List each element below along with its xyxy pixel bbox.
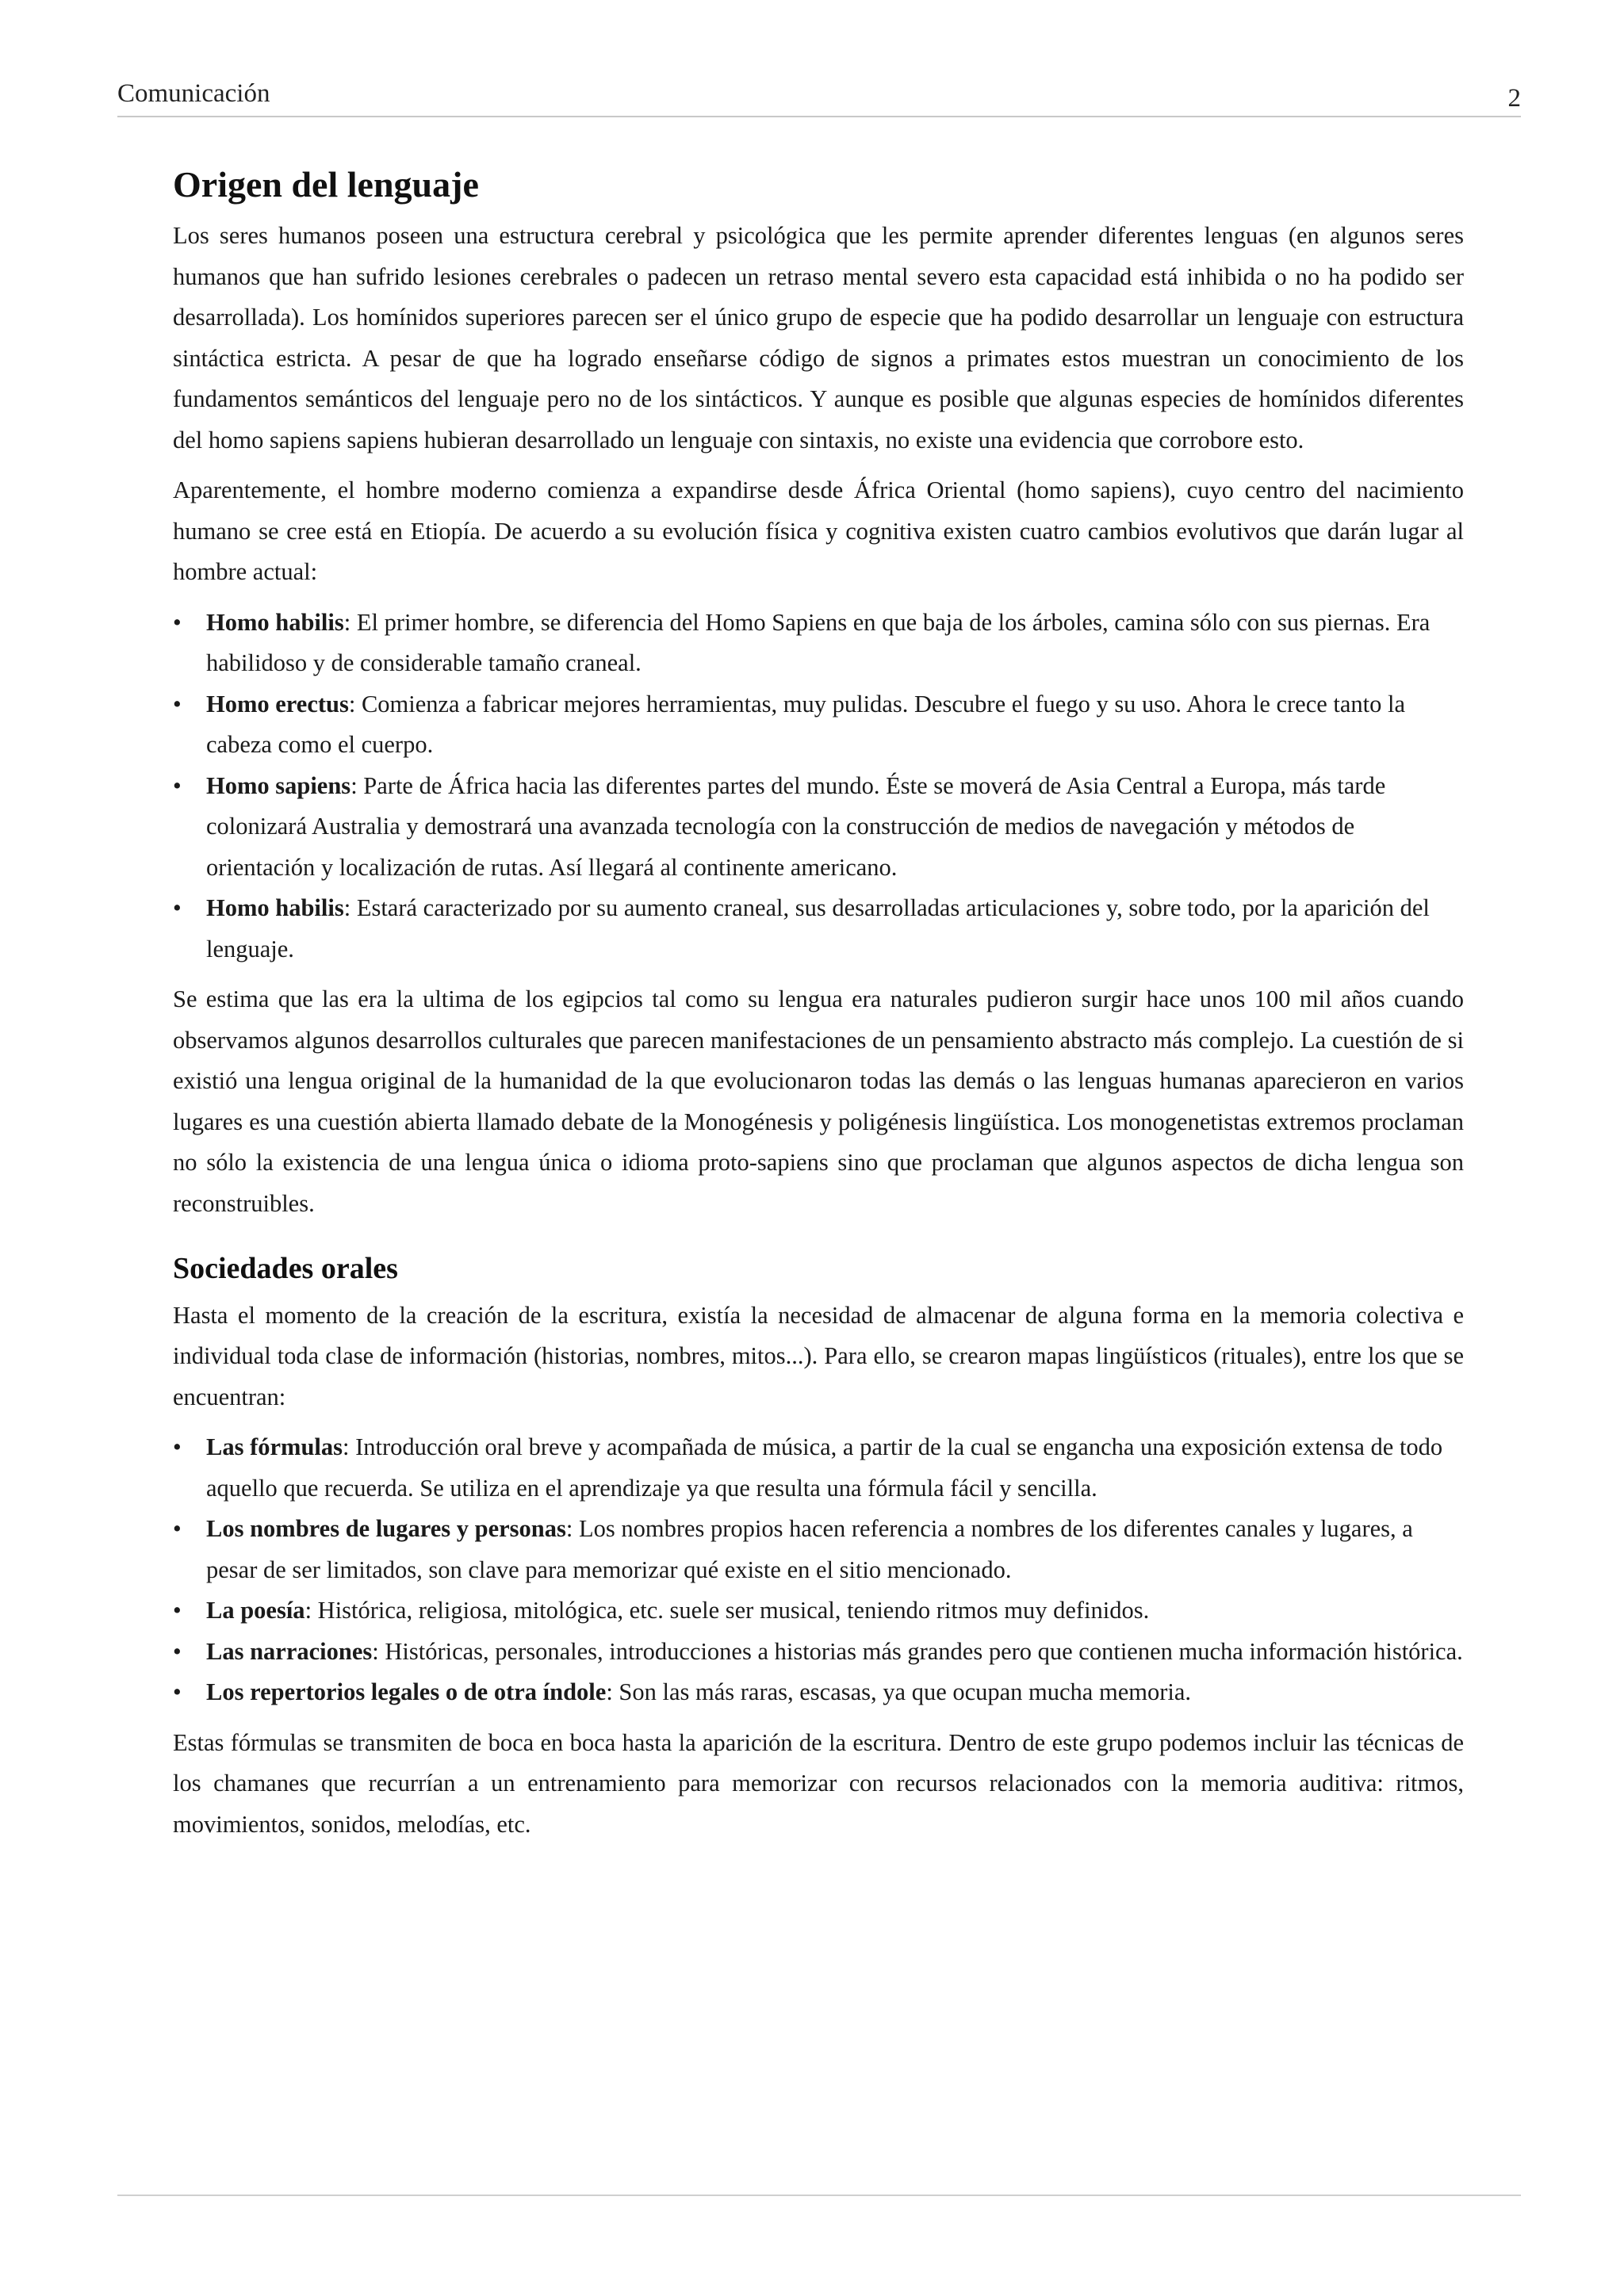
paragraph: Hasta el momento de la creación de la escritura, existía la necesidad de almacenar de alguna forma en la memoria colectiva e individual toda clase de información (historias, nombres, mitos...). Para ello, se crearon mapas lingüísticos (rituales), entre los que se encuentran: (173, 1301, 1464, 1410)
list-item-term: Las fórmulas (206, 1433, 343, 1461)
list-item-text: : Histórica, religiosa, mitológica, etc. suele ser musical, teniendo ritmos muy definidos. (304, 1597, 1150, 1624)
list-item (173, 888, 1464, 970)
footer-divider (117, 2195, 1521, 2196)
list-item-text: : Introducción oral breve y acompañada de música, a partir de la cual se engancha una exposición extensa de todo aquello que recuerda. Se utiliza en el aprendizaje ya que resulta una fórmula fácil y sencilla. (206, 1433, 1443, 1502)
bullet-list-evolution (173, 603, 1464, 970)
list-item-text: : Históricas, personales, introducciones a historias más grandes pero que contienen mucha información histórica. (372, 1637, 1463, 1665)
list-item-term: Las narraciones (206, 1637, 373, 1665)
list-item (173, 1632, 1464, 1673)
list-item-text: : El primer hombre, se diferencia del Homo Sapiens en que baja de los árboles, camina sólo con sus piernas. Era habilidoso y de considerable tamaño craneal. (206, 608, 1431, 677)
list-item-term: La poesía (206, 1597, 305, 1624)
section-heading-origen: Origen del lenguaje (173, 164, 479, 205)
list-item (173, 1509, 1464, 1590)
list-item (173, 1672, 1464, 1713)
list-item-term: Homo habilis (206, 608, 344, 636)
list-item (173, 766, 1464, 889)
bullet-icon: • (173, 1678, 182, 1706)
list-item (173, 603, 1464, 684)
list-item-term: Los repertorios legales o de otra índole (206, 1678, 607, 1706)
bullet-icon: • (173, 771, 182, 799)
list-item-term: Homo habilis (206, 894, 344, 922)
list-item (173, 1590, 1464, 1632)
bullet-icon: • (173, 608, 182, 636)
section-heading-sociedades: Sociedades orales (173, 1252, 398, 1286)
list-item-text: : Estará caracterizado por su aumento craneal, sus desarrolladas articulaciones y, sobre todo, por la aparición del lenguaje. (206, 894, 1430, 962)
bullet-icon: • (173, 690, 182, 718)
paragraph: Aparentemente, el hombre moderno comienza a expandirse desde África Oriental (homo sapiens), cuyo centro del nacimiento humano se cree está en Etiopía. De acuerdo a su evolución física y cognitiva existen cuatro cambios evolutivos que darán lugar al hombre actual: (173, 476, 1464, 586)
running-title: Comunicación (117, 79, 270, 108)
list-item-term: Homo sapiens (206, 771, 351, 799)
page-content (173, 163, 1464, 1854)
list-item-term: Los nombres de lugares y personas (206, 1515, 566, 1543)
bullet-icon: • (173, 1515, 182, 1543)
list-item-text: : Los nombres propios hacen referencia a nombres de los diferentes canales y lugares, a pesar de ser limitados, son clave para memorizar qué existe en el sitio mencionado. (206, 1515, 1413, 1583)
paragraph: Los seres humanos poseen una estructura cerebral y psicológica que les permite aprender diferentes lenguas (en algunos seres humanos que han sufrido lesiones cerebrales o padecen un retraso mental severo esta capacidad está inhibida o no ha podido ser desarrollada). Los homínidos superiores parecen ser el único grupo de especie que ha podido desarrollar un lenguaje con estructura sintáctica estricta. A pesar de que ha logrado enseñarse código de signos a primates estos muestran un conocimiento de los fundamentos semánticos del lenguaje pero no de los sintácticos. Y aunque es posible que algunas especies de homínidos diferentes del homo sapiens sapiens hubieran desarrollado un lenguaje con sintaxis, no existe una evidencia que corrobore esto. (173, 222, 1464, 453)
list-item-text: : Parte de África hacia las diferentes partes del mundo. Éste se moverá de Asia Central a Europa, más tarde colonizará Australia y demostrará una avanzada tecnología con la construcción de medios de navegación y métodos de orientación y localización de rutas. Así llegará al continente americano. (206, 771, 1386, 881)
list-item-text: : Son las más raras, escasas, ya que ocupan mucha memoria. (606, 1678, 1192, 1706)
list-item (173, 1427, 1464, 1509)
bullet-list-oral (173, 1427, 1464, 1713)
bullet-icon: • (173, 1597, 182, 1624)
paragraph: Estas fórmulas se transmiten de boca en boca hasta la aparición de la escritura. Dentro de este grupo podemos incluir las técnicas de los chamanes que recurrían a un entrenamiento para memorizar con recursos relacionados con la memoria auditiva: ritmos, movimientos, sonidos, melodías, etc. (173, 1728, 1464, 1838)
page-number: 2 (1507, 84, 1521, 113)
bullet-icon: • (173, 1637, 182, 1665)
paragraph: Se estima que las era la ultima de los egipcios tal como su lengua era naturales pudieron surgir hace unos 100 mil años cuando observamos algunos desarrollos culturales que parecen manifestaciones de un pensamiento abstracto más complejo. La cuestión de si existió una lengua original de la humanidad de la que evolucionaron todas las demás o las lenguas humanas aparecieron en varios lugares es una cuestión abierta llamado debate de la Monogénesis y poligénesis lingüística. Los monogenetistas extremos proclaman no sólo la existencia de una lengua única o idioma proto-sapiens sino que proclaman que algunos aspectos de dicha lengua son reconstruibles. (173, 985, 1464, 1217)
list-item-text: : Comienza a fabricar mejores herramientas, muy pulidas. Descubre el fuego y su uso. Ahora le crece tanto la cabeza como el cuerpo. (206, 690, 1406, 759)
bullet-icon: • (173, 894, 182, 922)
list-item (173, 684, 1464, 766)
bullet-icon: • (173, 1433, 182, 1461)
list-item-term: Homo erectus (206, 690, 349, 718)
page-header (117, 76, 1521, 117)
